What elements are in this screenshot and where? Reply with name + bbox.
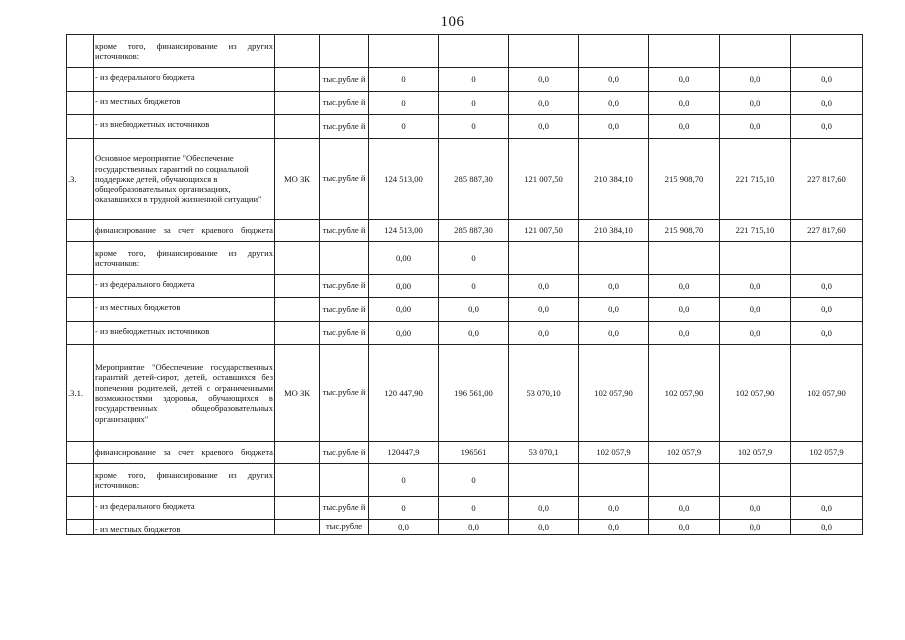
value-cell: 0,0: [720, 115, 791, 139]
value-cell: 0,0: [649, 92, 720, 115]
value-cell: 102 057,9: [720, 442, 791, 464]
table-row: [67, 520, 863, 535]
value-cell: 0,0: [579, 275, 649, 298]
executor-cell: [275, 92, 320, 115]
row-name-cell: - из внебюджетных источников: [94, 115, 275, 139]
row-name-cell: финансирование за счет краевого бюджета: [94, 442, 275, 464]
executor-cell: МО ЗК: [275, 345, 320, 442]
row-number-cell: [67, 220, 94, 242]
row-number-cell: [67, 275, 94, 298]
value-cell: 124 513,00: [369, 220, 439, 242]
unit-cell: тыс.рубле й: [320, 68, 369, 92]
unit-cell: тыс.рубле й: [320, 442, 369, 464]
value-cell: 0,0: [509, 68, 579, 92]
row-number-cell: [67, 464, 94, 497]
value-cell: 285 887,30: [439, 139, 509, 220]
value-cell: 0,0: [509, 92, 579, 115]
value-cell: 196561: [439, 442, 509, 464]
value-cell: 0: [439, 115, 509, 139]
value-cell: 0,0: [579, 497, 649, 520]
value-cell: 0,0: [649, 115, 720, 139]
value-cell: 0,00: [369, 322, 439, 345]
value-cell: 0,0: [649, 68, 720, 92]
table-row: [67, 242, 863, 275]
row-number-cell: [67, 298, 94, 322]
row-number-cell: [67, 442, 94, 464]
value-cell: 0,0: [439, 322, 509, 345]
value-cell: 0,0: [791, 115, 863, 139]
value-cell: 0,0: [791, 322, 863, 345]
value-cell: 121 007,50: [509, 139, 579, 220]
table-row: [67, 275, 863, 298]
unit-cell: тыс.рубле й: [320, 345, 369, 442]
value-cell: 227 817,60: [791, 139, 863, 220]
value-cell: 0,0: [649, 497, 720, 520]
value-cell: [509, 35, 579, 68]
row-name-cell: кроме того, финансирование из других источников:: [94, 464, 275, 497]
table-row: [67, 92, 863, 115]
value-cell: 0,00: [369, 242, 439, 275]
value-cell: 102 057,90: [720, 345, 791, 442]
value-cell: 0,0: [439, 520, 509, 535]
value-cell: 0,0: [509, 322, 579, 345]
row-name-cell: - из федерального бюджета: [94, 275, 275, 298]
value-cell: 0,0: [509, 520, 579, 535]
value-cell: 120 447,90: [369, 345, 439, 442]
row-number-cell: [67, 92, 94, 115]
value-cell: 0: [369, 115, 439, 139]
value-cell: 102 057,90: [579, 345, 649, 442]
value-cell: [579, 242, 649, 275]
table-row: [67, 345, 863, 442]
value-cell: [649, 242, 720, 275]
value-cell: 0,0: [509, 298, 579, 322]
value-cell: 102 057,9: [791, 442, 863, 464]
value-cell: 0,0: [720, 497, 791, 520]
value-cell: [649, 35, 720, 68]
value-cell: 0,0: [649, 322, 720, 345]
unit-cell: [320, 242, 369, 275]
value-cell: 0,0: [579, 92, 649, 115]
value-cell: 0,0: [579, 68, 649, 92]
value-cell: 227 817,60: [791, 220, 863, 242]
value-cell: 0: [439, 497, 509, 520]
value-cell: 0,00: [369, 275, 439, 298]
value-cell: [720, 35, 791, 68]
executor-cell: [275, 322, 320, 345]
value-cell: 285 887,30: [439, 220, 509, 242]
value-cell: 221 715,10: [720, 139, 791, 220]
value-cell: 0,0: [720, 68, 791, 92]
value-cell: 102 057,9: [649, 442, 720, 464]
value-cell: [509, 464, 579, 497]
value-cell: 121 007,50: [509, 220, 579, 242]
value-cell: 221 715,10: [720, 220, 791, 242]
row-number-cell: [67, 520, 94, 535]
value-cell: 0,0: [791, 497, 863, 520]
executor-cell: [275, 520, 320, 535]
row-number-cell: [67, 497, 94, 520]
value-cell: 102 057,90: [649, 345, 720, 442]
table-row: [67, 298, 863, 322]
value-cell: 102 057,90: [791, 345, 863, 442]
unit-cell: тыс.рубле й: [320, 139, 369, 220]
page-number: 106: [440, 14, 465, 30]
budget-table-body: [67, 35, 863, 535]
value-cell: 210 384,10: [579, 139, 649, 220]
value-cell: 53 070,10: [509, 345, 579, 442]
value-cell: 215 908,70: [649, 139, 720, 220]
unit-cell: тыс.рубле й: [320, 298, 369, 322]
executor-cell: [275, 497, 320, 520]
value-cell: 0: [439, 68, 509, 92]
value-cell: 0,0: [791, 298, 863, 322]
row-name-cell: - из местных бюджетов: [94, 298, 275, 322]
executor-cell: [275, 275, 320, 298]
row-name-cell: - из федерального бюджета: [94, 497, 275, 520]
unit-cell: тыс.рубле й: [320, 115, 369, 139]
unit-cell: тыс.рубле й: [320, 497, 369, 520]
table-row: [67, 220, 863, 242]
value-cell: 0,0: [509, 275, 579, 298]
value-cell: 0,0: [720, 322, 791, 345]
value-cell: 102 057,9: [579, 442, 649, 464]
executor-cell: [275, 442, 320, 464]
row-number-cell: [67, 35, 94, 68]
row-name-cell: кроме того, финансирование из других источников:: [94, 35, 275, 68]
value-cell: [509, 242, 579, 275]
unit-cell: тыс.рубле й: [320, 275, 369, 298]
row-number-cell: [67, 68, 94, 92]
row-name-cell: кроме того, финансирование из других источников:: [94, 242, 275, 275]
value-cell: [791, 35, 863, 68]
table-row: [67, 322, 863, 345]
value-cell: 0,0: [509, 497, 579, 520]
row-number-cell: [67, 115, 94, 139]
executor-cell: [275, 464, 320, 497]
executor-cell: [275, 68, 320, 92]
row-name-cell: Основное мероприятие "Обеспечение государственных гарантий по социальной поддержке детей, обучающихся в общеобразовательных организациях, оказавшихся в трудной жизненной ситуации": [94, 139, 275, 220]
row-name-cell: - из федерального бюджета: [94, 68, 275, 92]
value-cell: 120447,9: [369, 442, 439, 464]
value-cell: [649, 464, 720, 497]
budget-table: [66, 34, 863, 535]
value-cell: 0: [439, 92, 509, 115]
row-number-cell: .3.: [67, 139, 94, 220]
table-row: [67, 35, 863, 68]
executor-cell: [275, 298, 320, 322]
value-cell: 124 513,00: [369, 139, 439, 220]
value-cell: 210 384,10: [579, 220, 649, 242]
value-cell: [791, 242, 863, 275]
value-cell: 0: [439, 275, 509, 298]
unit-cell: тыс.рубле й: [320, 220, 369, 242]
value-cell: 196 561,00: [439, 345, 509, 442]
row-name-cell: - из внебюджетных источников: [94, 322, 275, 345]
table-row: [67, 497, 863, 520]
unit-cell: [320, 35, 369, 68]
value-cell: 0: [369, 464, 439, 497]
value-cell: [720, 464, 791, 497]
value-cell: [791, 464, 863, 497]
value-cell: 0,0: [720, 275, 791, 298]
value-cell: 0,0: [509, 115, 579, 139]
value-cell: 0: [439, 464, 509, 497]
value-cell: 0: [369, 497, 439, 520]
table-row: [67, 115, 863, 139]
unit-cell: тыс.рубле й: [320, 322, 369, 345]
value-cell: 0,0: [791, 275, 863, 298]
value-cell: 0,0: [369, 520, 439, 535]
value-cell: 0,0: [720, 298, 791, 322]
value-cell: 0: [369, 92, 439, 115]
value-cell: [720, 242, 791, 275]
value-cell: 0,0: [791, 68, 863, 92]
executor-cell: [275, 35, 320, 68]
executor-cell: МО ЗК: [275, 139, 320, 220]
executor-cell: [275, 220, 320, 242]
row-name-cell: - из местных бюджетов: [94, 92, 275, 115]
value-cell: [439, 35, 509, 68]
value-cell: 0,00: [369, 298, 439, 322]
unit-cell: тыс.рубле й: [320, 92, 369, 115]
value-cell: 0,0: [439, 298, 509, 322]
value-cell: 53 070,1: [509, 442, 579, 464]
executor-cell: [275, 242, 320, 275]
row-name-cell: Мероприятие "Обеспечение государственных гарантий детей-сирот, детей, оставшихся без попечения родителей, детей с ограниченными возможностями здоровья, обучающихся в государственных общеобразовательных организациях": [94, 345, 275, 442]
table-row: [67, 464, 863, 497]
value-cell: [579, 464, 649, 497]
row-name-cell: - из местных бюджетов: [94, 520, 275, 535]
value-cell: 0,0: [649, 275, 720, 298]
value-cell: 0,0: [579, 520, 649, 535]
table-row: [67, 139, 863, 220]
value-cell: 215 908,70: [649, 220, 720, 242]
unit-cell: [320, 464, 369, 497]
row-name-cell: финансирование за счет краевого бюджета: [94, 220, 275, 242]
unit-cell: тыс.рубле: [320, 520, 369, 535]
value-cell: 0,0: [649, 298, 720, 322]
value-cell: 0,0: [579, 322, 649, 345]
value-cell: 0,0: [720, 92, 791, 115]
value-cell: 0,0: [649, 520, 720, 535]
row-number-cell: [67, 242, 94, 275]
executor-cell: [275, 115, 320, 139]
row-number-cell: [67, 322, 94, 345]
value-cell: 0,0: [791, 92, 863, 115]
value-cell: [369, 35, 439, 68]
value-cell: 0: [439, 242, 509, 275]
value-cell: 0,0: [791, 520, 863, 535]
table-row: [67, 68, 863, 92]
value-cell: 0,0: [720, 520, 791, 535]
value-cell: [579, 35, 649, 68]
table-row: [67, 442, 863, 464]
value-cell: 0: [369, 68, 439, 92]
value-cell: 0,0: [579, 115, 649, 139]
value-cell: 0,0: [579, 298, 649, 322]
row-number-cell: .3.1.: [67, 345, 94, 442]
